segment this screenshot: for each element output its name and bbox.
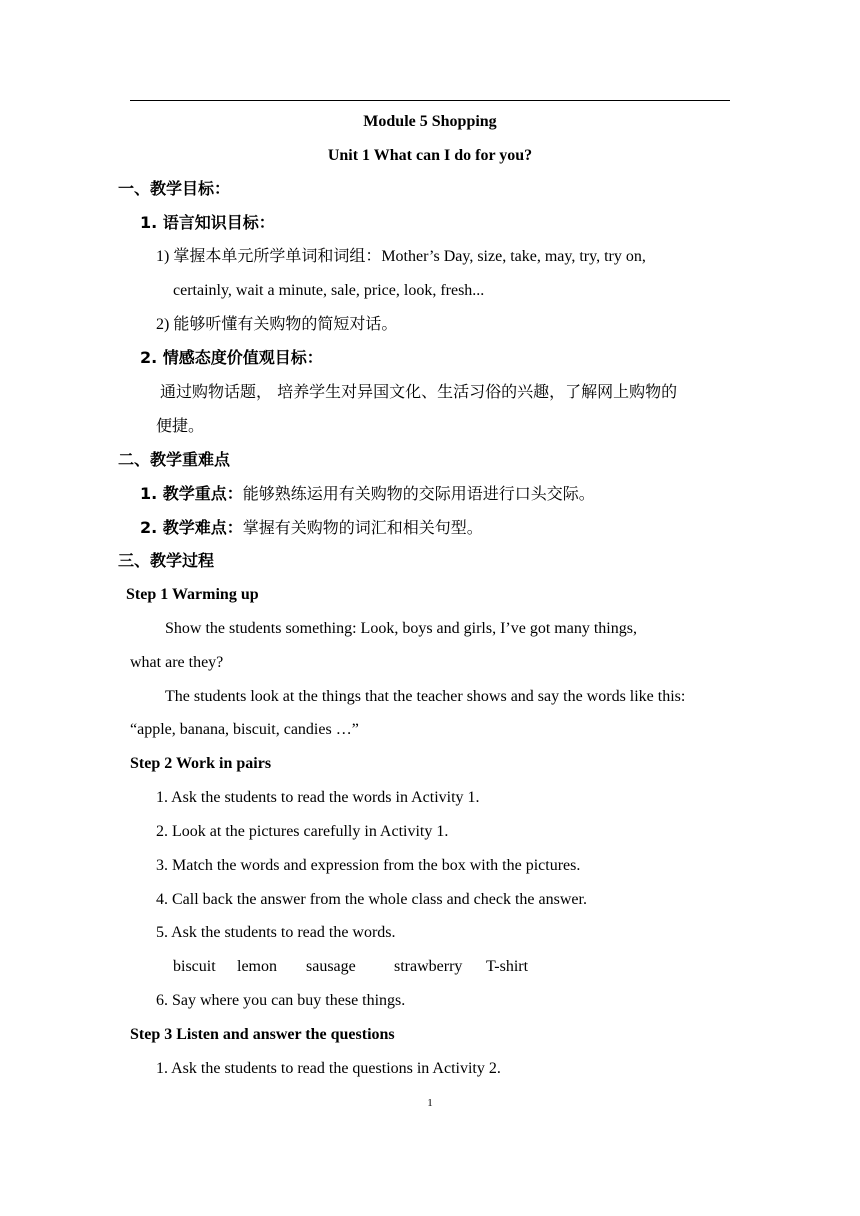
module-title: Module 5 Shopping — [363, 113, 497, 130]
section1-heading: 一、教学目标： — [118, 179, 231, 198]
step1-p1-line1: Show the students something: Look, boys and girls, I’ve got many things, — [165, 620, 637, 637]
key-point — [140, 484, 595, 504]
goal2-line1: 通过购物话题， 培养学生对异国文化、生活习俗的兴趣，了解网上购物的 — [160, 382, 678, 401]
difficult-point — [140, 518, 483, 538]
goal1-item2: 2) 能够听懂有关购物的简短对话。 — [156, 316, 398, 333]
key-point-label: 1. 教学重点： — [140, 484, 243, 503]
word-strawberry: strawberry — [394, 958, 463, 975]
step1-p1-line2: what are they? — [130, 654, 224, 671]
step1-p2-line1: The students look at the things that the teacher shows and say the words like this: — [165, 688, 686, 705]
step1-p2-line2: “apple, banana, biscuit, candies …” — [130, 721, 359, 738]
goal1-heading: 1. 语言知识目标： — [140, 213, 275, 232]
section3-heading: 三、教学过程 — [118, 551, 215, 570]
step3-item-1: 1. Ask the students to read the questions in Activity 2. — [156, 1060, 501, 1077]
unit-title: Unit 1 What can I do for you? — [327, 147, 533, 164]
header-rule — [130, 100, 730, 101]
step2-item-4: 4. Call back the answer from the whole class and check the answer. — [156, 891, 587, 908]
page-number: 1 — [427, 1097, 433, 1109]
difficult-point-label: 2. 教学难点： — [140, 518, 243, 537]
section2-heading: 二、教学重难点 — [118, 450, 231, 469]
step2-title: Step 2 Work in pairs — [130, 755, 272, 772]
goal2-heading: 2. 情感态度价值观目标： — [140, 348, 323, 367]
word-tshirt: T-shirt — [486, 958, 529, 975]
word-sausage: sausage — [306, 958, 356, 975]
step3-title: Step 3 Listen and answer the questions — [130, 1026, 395, 1043]
word-lemon: lemon — [237, 958, 277, 975]
goal2-line2: 便捷。 — [156, 416, 205, 435]
key-point-text: 能够熟练运用有关购物的交际用语进行口头交际。 — [242, 484, 595, 503]
step2-item-1: 1. Ask the students to read the words in Activity 1. — [156, 789, 480, 806]
step2-item-2: 2. Look at the pictures carefully in Activity 1. — [156, 823, 449, 840]
step2-item-6: 6. Say where you can buy these things. — [156, 992, 406, 1009]
step2-item-5: 5. Ask the students to read the words. — [156, 924, 396, 941]
step2-item-3: 3. Match the words and expression from the box with the pictures. — [156, 857, 581, 874]
step1-title: Step 1 Warming up — [126, 586, 259, 603]
goal1-item1-line2: certainly, wait a minute, sale, price, look, fresh... — [173, 282, 485, 299]
word-biscuit: biscuit — [173, 958, 216, 975]
difficult-point-text: 掌握有关购物的词汇和相关句型。 — [242, 518, 483, 537]
goal1-item1-line1: 1) 掌握本单元所学单词和词组：Mother’s Day, size, take, may, try, try on, — [156, 248, 646, 265]
